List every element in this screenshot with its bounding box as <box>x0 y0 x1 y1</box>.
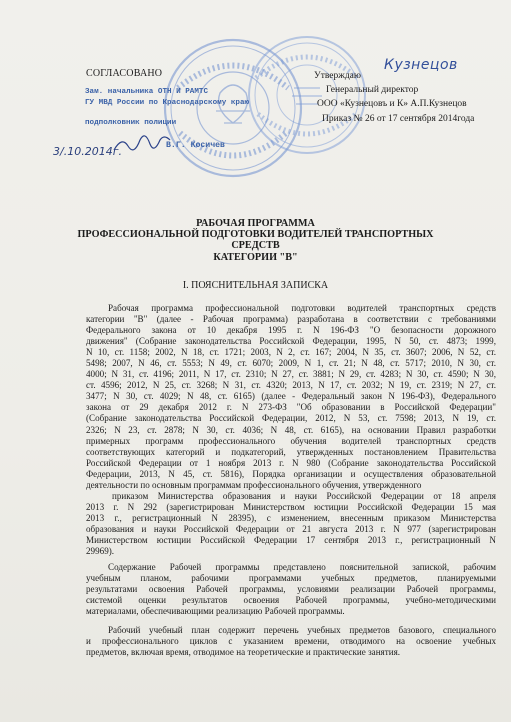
agreed-stamp-line-3: подполковник полиции <box>85 119 177 127</box>
paragraph-1-line: Министерством юстиции Российской Федерации 17 сентября 2013 г., регистрационный N <box>86 534 496 545</box>
approve-signature: Кузнецов <box>384 57 458 73</box>
paragraph-1-line: деятельности по основным программам профессионального обучения, утвержденного <box>86 479 422 490</box>
agreed-sign-date: 3/.10.2014г. <box>53 145 122 158</box>
title-line-1: РАБОЧАЯ ПРОГРАММА <box>196 218 315 229</box>
paragraph-1-line: категории "В" (далее - Рабочая программа) разработана в соответствии с требованиями <box>86 314 496 325</box>
approve-organization: ООО «Кузнецовъ и К» А.П.Кузнецов <box>317 99 467 110</box>
paragraph-3-line: Рабочий учебный план содержит перечень учебных предметов базового, специального <box>108 625 496 635</box>
approve-position: Генеральный директор <box>326 85 419 96</box>
paragraph-1-line: Федерального закона от 10 декабря 1995 г. N 196-ФЗ "О безопасности дорожного <box>86 325 496 336</box>
agreed-stamp-line-1: Зам. начальника ОТН И РАМТС <box>85 88 209 96</box>
paragraph-1-line: Рабочая программа профессиональной подготовки водителей транспортных средств <box>108 303 496 313</box>
approve-label: Утверждаю <box>314 71 361 81</box>
paragraph-1-line: Российской Федерации от 1 ноября 2013 г. N 980 (Собрание законодательства Российской <box>86 457 496 468</box>
paragraph-1-line: Федерации, 2013, N 45, ст. 5816), Порядка организации и осуществления образовательной <box>86 468 496 479</box>
paragraph-3 <box>86 625 496 658</box>
paragraph-1-line: приказом Министерства образования и науки Российской Федерации от 18 апреля <box>112 490 496 501</box>
paragraph-1-line: закона от 29 декабря 2012 г. N 273-ФЗ "Об образовании в Российской Федерации" <box>86 402 496 413</box>
document-title <box>70 218 441 263</box>
paragraph-1-line: образования и науки Российской Федерации от 21 августа 2013 г. N 977 (зарегистрирован <box>86 523 496 534</box>
paragraph-2-line: системой оценки результатов освоения Рабочей программы, учебно-методическими <box>86 595 496 606</box>
paragraph-3-line: и профессионального циклов с указанием времени, отводимого на освоение учебных <box>86 636 496 647</box>
paragraph-1-line: 3477; N 30, ст. 4029; N 48, ст. 6165) (далее - Федеральный закон N 196-ФЗ), Федерального <box>86 391 496 402</box>
paragraph-1-line: 2013 г. N 292 (зарегистрирован Министерством юстиции Российской Федерации 15 мая <box>86 501 496 512</box>
section-heading: I. ПОЯСНИТЕЛЬНАЯ ЗАПИСКА <box>182 280 329 291</box>
approve-block <box>314 69 474 126</box>
agreed-signer: В.Г. Косичев <box>166 141 225 150</box>
title-line-4: КАТЕГОРИИ "В" <box>213 251 298 263</box>
paragraph-1-line: N 10, ст. 1158; 2002, N 18, ст. 1721; 2003, N 2, ст. 167; 2004, N 35, ст. 3607; 2006, N 52, ст. <box>86 347 496 358</box>
approve-order: Приказ № 26 от 17 сентября 2014года <box>322 113 475 124</box>
paragraph-2-line: результатами освоения Рабочей программы, условиями реализации Рабочей программы, <box>86 584 496 595</box>
paragraph-2-line: Содержание Рабочей программы представлено пояснительной запиской, рабочим <box>108 562 496 572</box>
paragraph-1-line: 4000; N 31, ст. 4196; 2011, N 17, ст. 2310; N 27, ст. 3881; N 29, ст. 4283; N 30, ст. 4590; N 30, <box>86 369 496 380</box>
paragraph-2-line: учебным планом, рабочими программами учебных предметов, планируемыми <box>86 573 496 584</box>
agreed-label: СОГЛАСОВАНО <box>86 68 163 79</box>
paragraph-1-line: 2013 г., регистрационный N 28395), с изменением, внесенным приказом Министерства <box>86 512 496 523</box>
paragraph-2 <box>86 562 496 617</box>
paragraph-1-line: 5498; 2007, N 46, ст. 5553; N 49, ст. 6070; 2009, N 1, ст. 21; N 48, ст. 5717; 2010, N 30, ст. <box>86 358 496 369</box>
paragraph-1 <box>86 303 496 557</box>
title-line-2: ПРОФЕССИОНАЛЬНОЙ ПОДГОТОВКИ ВОДИТЕЛЕЙ ТРАНСПОРТНЫХ <box>77 229 434 241</box>
paragraph-1-line: соответствующих категорий и подкатегорий, утвержденных постановлением Правительства <box>86 446 496 457</box>
paragraph-2-line: материалами, обеспечивающими реализацию Рабочей программы. <box>86 606 345 617</box>
title-line-3: СРЕДСТВ <box>231 240 280 252</box>
agreed-signature-scribble <box>112 134 172 156</box>
paragraph-1-line: примерных программ профессионального обучения водителей транспортных средств <box>86 435 496 446</box>
paragraph-1-line: движения" (Собрание законодательства Российской Федерации, 1995, N 50, ст. 4873; 1999, <box>86 336 496 347</box>
paragraph-3-line: предметов, включая время, отводимое на теоретические и практические занятия. <box>86 647 401 658</box>
paragraph-1-line: 2326; N 23, ст. 2878; N 30, ст. 4036; N 48, ст. 6165), на основании Правил разработки <box>86 424 496 435</box>
paragraph-1-line: ст. 4596; 2012, N 25, ст. 3268; N 31, ст. 4320; 2013, N 17, ст. 2032; N 19, ст. 2319; N 27, ст. <box>86 380 496 391</box>
paragraph-1-line: 29969). <box>86 546 115 557</box>
paragraph-1-line: (Собрание законодательства Российской Федерации, 2012, N 53, ст. 7598; 2013, N 19, ст. <box>86 413 496 424</box>
agreed-stamp-line-2: ГУ МВД России по Краснодарскому краю <box>85 99 250 107</box>
